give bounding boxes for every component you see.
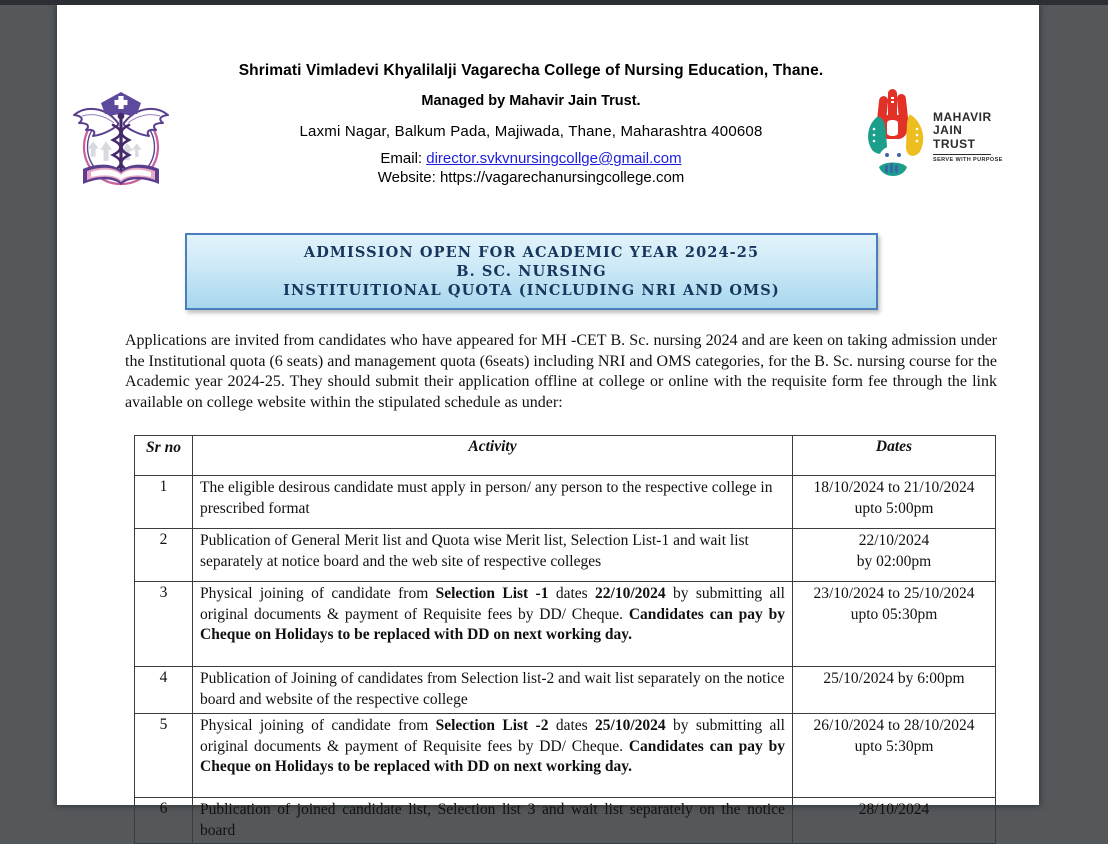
- email-line: [175, 150, 887, 167]
- dates-cell: 25/10/2024 by 6:00pm: [793, 667, 996, 714]
- schedule-table-body: [135, 476, 996, 844]
- managed-by-line: Managed by Mahavir Jain Trust.: [421, 93, 641, 109]
- table-row: [135, 529, 996, 582]
- activity-cell: Publication of Joining of candidates from Selection list-2 and wait list separately on the notice board and website of the respective college: [193, 667, 793, 714]
- document-header: [175, 62, 887, 186]
- table-row: [135, 667, 996, 714]
- sr-no-cell: 6: [135, 798, 193, 844]
- banner-line-2: B. SC. NURSING: [456, 263, 607, 280]
- table-row: [135, 582, 996, 667]
- table-row: [135, 798, 996, 844]
- website-value: https://vagarechanursingcollege.com: [439, 169, 685, 186]
- dates-cell: 22/10/2024 by 02:00pm: [793, 529, 996, 582]
- intro-paragraph: Applications are invited from candidates who have appeared for MH -CET B. Sc. nursing 2024 and are keen on taking admission under the Institutional quota (6 seats) and management quota (6seats) including NRI and OMS categories, for the B. Sc. nursing course for the Academic year 2024-25. They should submit their application offline at college or online with the requisite form fee through the link available on college website within the stipulated schedule as under:: [125, 332, 997, 411]
- website-label: Website:: [377, 169, 440, 186]
- banner-line-1: ADMISSION OPEN FOR ACADEMIC YEAR 2024-25: [303, 244, 760, 261]
- website-line: [175, 169, 887, 186]
- sr-no-cell: 2: [135, 529, 193, 582]
- trust-logo-divider: [933, 154, 991, 155]
- table-row: [135, 714, 996, 798]
- sr-no-cell: 4: [135, 667, 193, 714]
- column-header-dates: Dates: [793, 436, 996, 476]
- pdf-page: [57, 5, 1039, 839]
- college-name: Shrimati Vimladevi Khyalilalji Vagarecha College of Nursing Education, Thane.: [238, 62, 824, 79]
- schedule-table: [134, 435, 996, 844]
- address-line: Laxmi Nagar, Balkum Pada, Majiwada, Thane, Maharashtra 400608: [299, 123, 763, 140]
- activity-cell: Physical joining of candidate from Selection List -1 dates 22/10/2024 by submitting all original documents & payment of Requisite fees by DD/ Cheque. Candidates can pay by Cheque on Holidays to be replaced with DD on next working day.: [193, 582, 793, 667]
- trust-name-line1: MAHAVIR: [933, 109, 992, 124]
- column-header-activity: Activity: [193, 436, 793, 476]
- column-header-sr-no: Sr no: [135, 436, 193, 476]
- dates-cell: 26/10/2024 to 28/10/2024 upto 5:30pm: [793, 714, 996, 798]
- banner-line-3: INSTITUITIONAL QUOTA (INCLUDING NRI AND OMS): [283, 282, 780, 299]
- dates-cell: 23/10/2024 to 25/10/2024 upto 05:30pm: [793, 582, 996, 667]
- viewer-top-bar: [0, 0, 1108, 5]
- activity-cell: Physical joining of candidate from Selection List -2 dates 25/10/2024 by submitting all original documents & payment of Requisite fees by DD/ Cheque. Candidates can pay by Cheque on Holidays to be replaced with DD on next working day.: [193, 714, 793, 798]
- activity-cell: Publication of General Merit list and Quota wise Merit list, Selection List-1 and wait list separately at notice board and the web site of respective colleges: [193, 529, 793, 582]
- dates-cell: 18/10/2024 to 21/10/2024 upto 5:00pm: [793, 476, 996, 529]
- sr-no-cell: 1: [135, 476, 193, 529]
- trust-hand-icon: [865, 87, 927, 187]
- dates-cell: 28/10/2024: [793, 798, 996, 844]
- activity-cell: Publication of joined candidate list, Selection list 3 and wait list separately on the notice board: [193, 798, 793, 844]
- trust-name-line2: JAIN: [933, 123, 963, 138]
- sr-no-cell: 3: [135, 582, 193, 667]
- activity-cell: The eligible desirous candidate must apply in person/ any person to the respective college in prescribed format: [193, 476, 793, 529]
- trust-name-line3: TRUST: [933, 136, 976, 151]
- table-header-row: [135, 436, 996, 476]
- admission-banner: [185, 233, 878, 310]
- email-label: Email:: [380, 150, 427, 167]
- trust-tagline: SERVE WITH PURPOSE: [933, 157, 1003, 164]
- trust-logo: [865, 83, 1035, 191]
- sr-no-cell: 5: [135, 714, 193, 798]
- trust-logo-text: [933, 111, 1003, 164]
- email-link[interactable]: director.svkvnursingcollge@gmail.com: [426, 150, 682, 167]
- college-logo-icon: [70, 83, 172, 195]
- table-row: [135, 476, 996, 529]
